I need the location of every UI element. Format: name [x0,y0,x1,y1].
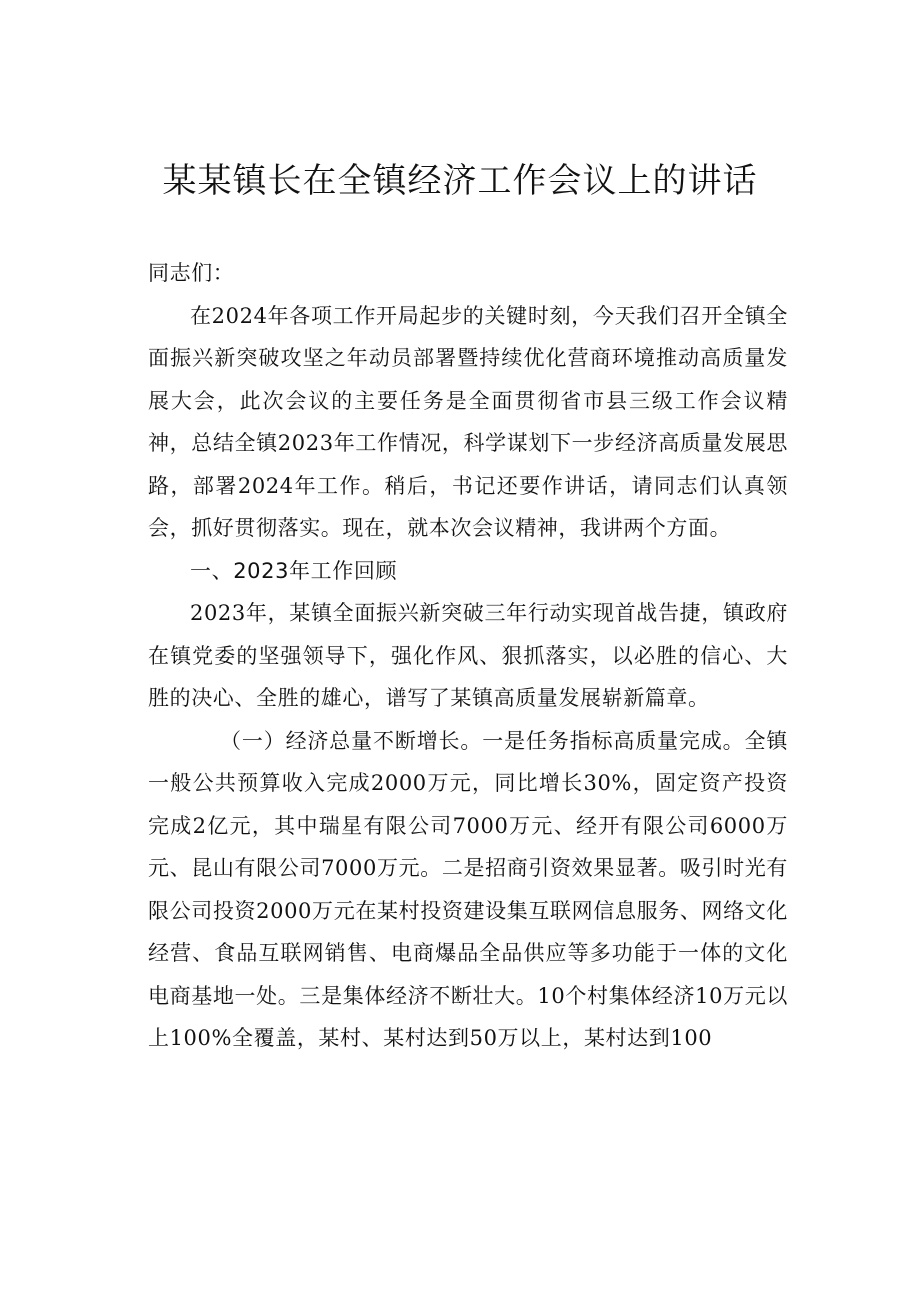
document-title: 某某镇长在全镇经济工作会议上的讲话 [162,161,758,201]
section-paragraph: 2023年，某镇全面振兴新突破三年行动实现首战告捷，镇政府在镇党委的坚强领导下，强化作风、狠抓落实，以必胜的信心、大胜的决心、全胜的雄心，谱写了某镇高质量发展崭新篇章。 [148,601,788,710]
document-body [148,252,788,1060]
subsection-paragraph: （一）经济总量不断增长。一是任务指标高质量完成。全镇一般公共预算收入完成2000万元，同比增长30%，固定资产投资完成2亿元，其中瑞星有限公司7000万元、经开有限公司6000万元、昆山有限公司7000万元。二是招商引资效果显著。吸引时光有限公司投资2000万元在某村投资建设集互联网信息服务、网络文化经营、食品互联网销售、电商爆品全品供应等多功能于一体的文化电商基地一处。三是集体经济不断壮大。10个村集体经济10万元以上100%全覆盖，某村、某村达到50万以上，某村达到100 [148,728,788,1050]
section-heading: 一、2023年工作回顾 [190,558,398,583]
intro-paragraph: 在2024年各项工作开局起步的关键时刻，今天我们召开全镇全面振兴新突破攻坚之年动员部署暨持续优化营商环境推动高质量发展大会，此次会议的主要任务是全面贯彻省市县三级工作会议精神，总结全镇2023年工作情况，科学谋划下一步经济高质量发展思路，部署2024年工作。稍后，书记还要作讲话，请同志们认真领会，抓好贯彻落实。现在，就本次会议精神，我讲两个方面。 [148,303,788,540]
salutation: 同志们： [148,261,235,285]
